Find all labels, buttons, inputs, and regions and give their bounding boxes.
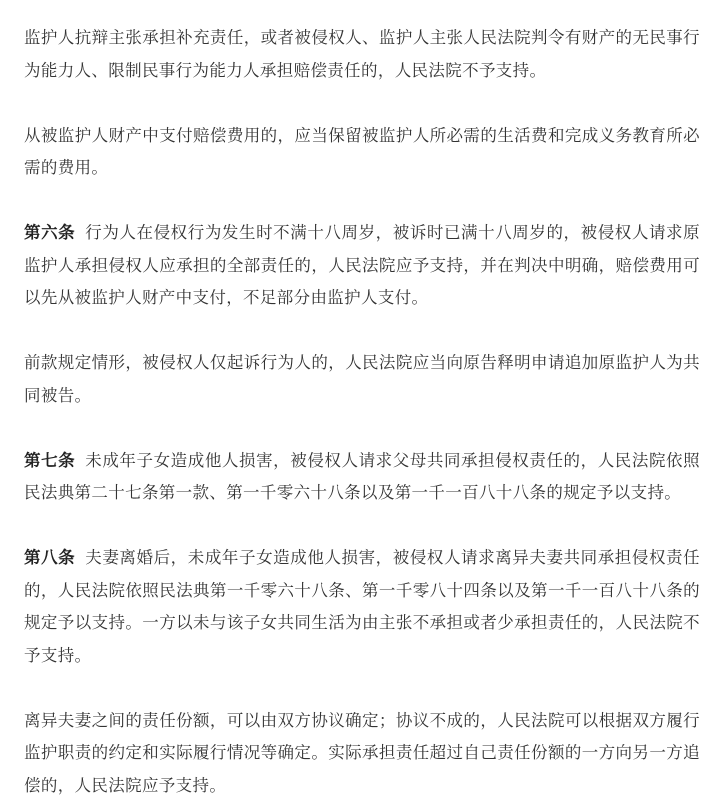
article-6-second-paragraph: [24, 347, 700, 412]
paragraph-ward-property-payment: [24, 120, 700, 185]
article-6-paragraph: [24, 217, 700, 315]
paragraph-text: 监护人抗辩主张承担补充责任，或者被侵权人、监护人主张人民法院判令有财产的无民事行为能力人、限制民事行为能力人承担赔偿责任的，人民法院不予支持。: [24, 28, 700, 80]
article-number: 第六条: [24, 223, 75, 242]
article-8-second-paragraph: [24, 705, 700, 802]
paragraph-guardian-defense: [24, 22, 700, 87]
article-8-paragraph: [24, 542, 700, 672]
paragraph-text: 从被监护人财产中支付赔偿费用的，应当保留被监护人所必需的生活费和完成义务教育所必需的费用。: [24, 126, 700, 178]
article-number: 第七条: [24, 451, 75, 470]
paragraph-text: 离异夫妻之间的责任份额，可以由双方协议确定；协议不成的，人民法院可以根据双方履行监护职责的约定和实际履行情况等确定。实际承担责任超过自己责任份额的一方向另一方追偿的，人民法院应予支持。: [24, 711, 700, 795]
paragraph-text: 夫妻离婚后，未成年子女造成他人损害，被侵权人请求离异夫妻共同承担侵权责任的，人民法院依照民法典第一千零六十八条、第一千零八十四条以及第一千一百八十八条的规定予以支持。一方以未与该子女共同生活为由主张不承担或者少承担责任的，人民法院不予支持。: [24, 548, 700, 665]
article-7-paragraph: [24, 445, 700, 510]
paragraph-text: 前款规定情形，被侵权人仅起诉行为人的，人民法院应当向原告释明申请追加原监护人为共同被告。: [24, 353, 700, 405]
article-number: 第八条: [24, 548, 75, 567]
paragraph-text: 行为人在侵权行为发生时不满十八周岁，被诉时已满十八周岁的，被侵权人请求原监护人承担侵权人应承担的全部责任的，人民法院应予支持，并在判决中明确，赔偿费用可以先从被监护人财产中支付，不足部分由监护人支付。: [24, 223, 700, 307]
paragraph-text: 未成年子女造成他人损害，被侵权人请求父母共同承担侵权责任的，人民法院依照民法典第二十七条第一款、第一千零六十八条以及第一千一百八十八条的规定予以支持。: [24, 451, 700, 503]
